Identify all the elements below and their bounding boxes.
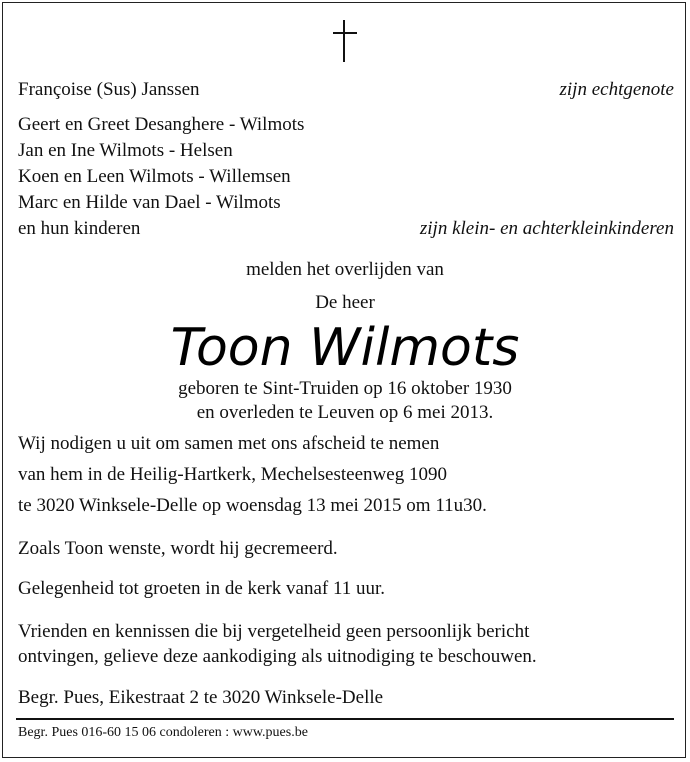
greeting-line: Gelegenheid tot groeten in de kerk vanaf 11 uur. xyxy=(18,578,386,599)
child-line: Koen en Leen Wilmots - Willemsen xyxy=(18,166,291,187)
invitation-line: Wij nodigen u uit om samen met ons afscheid te nemen xyxy=(18,433,440,454)
undertaker-line: Begr. Pues, Eikestraat 2 te 3020 Winksele-Delle xyxy=(18,687,384,708)
child-line: Jan en Ine Wilmots - Helsen xyxy=(18,140,233,161)
child-line: en hun kinderen xyxy=(18,218,141,239)
announcement: melden het overlijden van xyxy=(246,259,444,280)
footer-contact: Begr. Pues 016-60 15 06 condoleren : www.pues.be xyxy=(18,725,308,740)
cremation-line: Zoals Toon wenste, wordt hij gecremeerd. xyxy=(18,538,338,559)
birth-line: geboren te Sint-Truiden op 16 oktober 1930 xyxy=(178,378,512,399)
child-line: Geert en Greet Desanghere - Wilmots xyxy=(18,114,305,135)
note-line: Vrienden en kennissen die bij vergetelheid geen persoonlijk bericht xyxy=(18,621,530,642)
cross-icon xyxy=(333,20,357,62)
invitation-line: te 3020 Winksele-Delle op woensdag 13 mei 2015 om 11u30. xyxy=(18,495,487,516)
child-line: Marc en Hilde van Dael - Wilmots xyxy=(18,192,281,213)
invitation-line: van hem in de Heilig-Hartkerk, Mechelsesteenweg 1090 xyxy=(18,464,447,485)
death-line: en overleden te Leuven op 6 mei 2013. xyxy=(196,402,494,423)
note-line: ontvingen, gelieve deze aankodiging als uitnodiging te beschouwen. xyxy=(18,646,537,667)
grandchildren-role: zijn klein- en achterkleinkinderen xyxy=(419,218,674,239)
spouse-role: zijn echtgenote xyxy=(559,79,674,100)
divider xyxy=(16,718,674,720)
title: De heer xyxy=(315,292,375,313)
spouse-name: Françoise (Sus) Janssen xyxy=(18,79,200,100)
deceased-name: Toon Wilmots xyxy=(170,318,520,378)
